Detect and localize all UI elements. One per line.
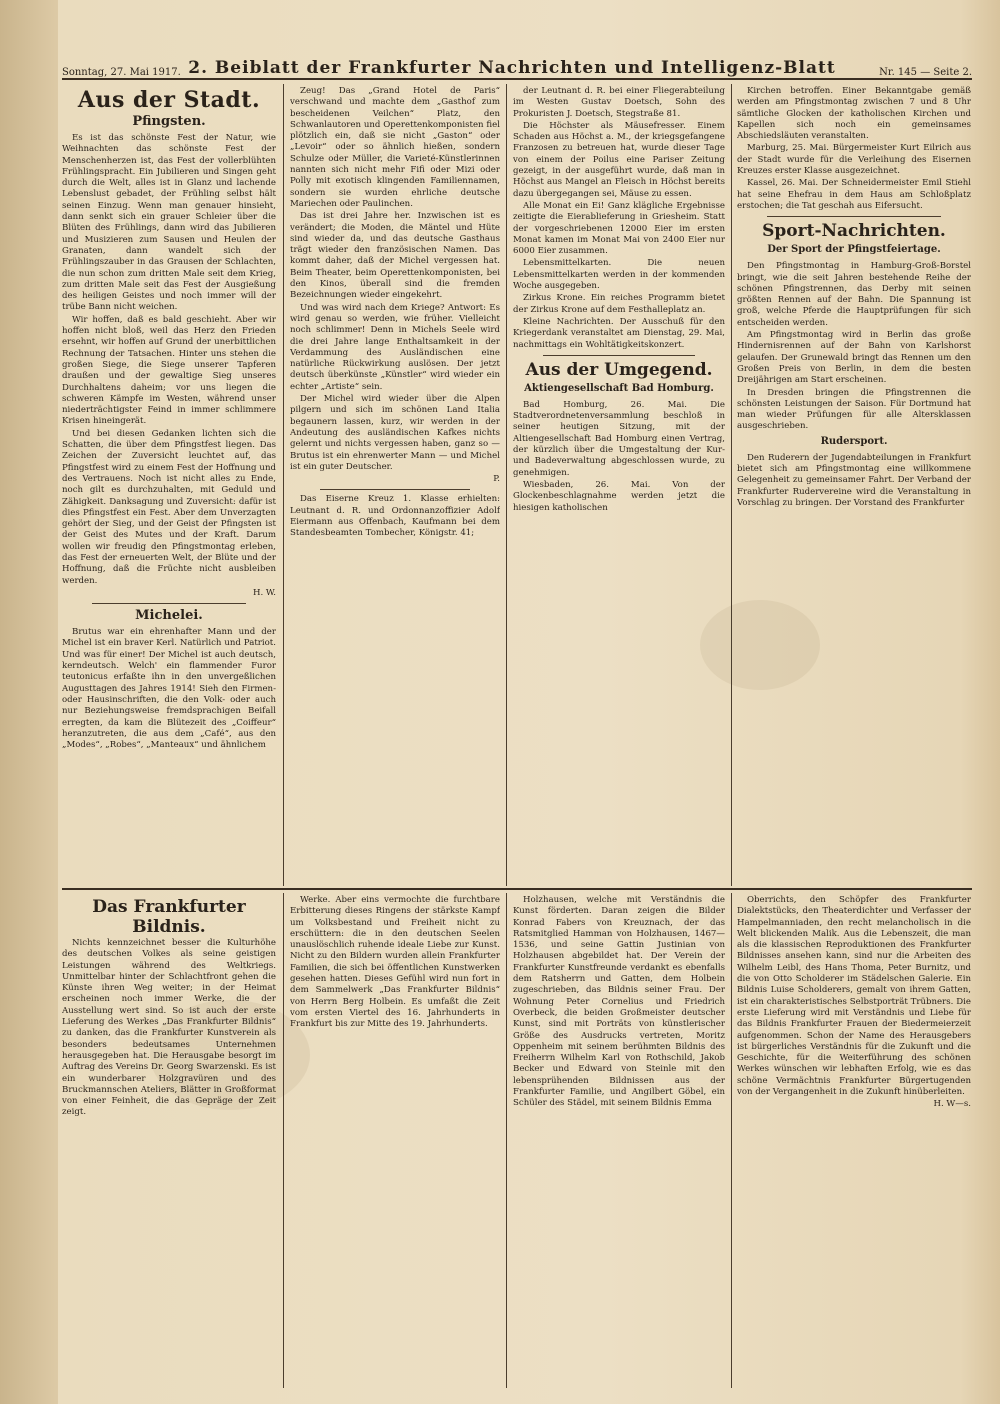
paragraph: Werke. Aber eins vermochte die furchtbare Erbitterung dieses Ringens der stärkste Kampf um Volksbestand und Freiheit nicht zu erschüttern: die in den deutschen Seelen unauslöschlich ruhende ideale Liebe zur Kunst. Nicht zu den Bildern wurden allein Frankfurter Familien, die sich bei öffentlichen Kunstwerken gesehen hatten. Dieses Gefühl wird nun fort in dem Sammelwerk „Das Frankfurter Bildnis“ von Herrn Berg Holbein. Es umfaßt die Zeit vom ersten Viertel des 16. Jahrhunderts in Frankfurt bis zur Mitte des 19. Jahrhunderts. — [290, 895, 500, 1030]
article-title-rowing: Rudersport. — [820, 435, 888, 447]
section-title-sport: Sport-Nachrichten. — [762, 221, 946, 242]
paragraph: Am Pfingstmontag wird in Berlin das große Hindernisrennen auf der Bahn von Karlshorst gelaufen. Der Grunewald bringt das Rennen um den Großen Preis von Berlin, in dem die besten Dreijährigen am Start erscheinen. — [737, 330, 971, 386]
paragraph: Lebensmittelkarten. Die neuen Lebensmittelkarten werden in der kommenden Woche ausgegeben. — [513, 258, 725, 292]
paragraph: Alle Monat ein Ei! Ganz klägliche Ergebnisse zeitigte die Eierablieferung in Griesheim. Statt der vorgeschriebenen 12000 Eier im ersten Monat kamen im Monat Mai von 2400 Eier nur 6000 Eier zusammen. — [513, 200, 725, 257]
paragraph: Oberrichts, den Schöpfer des Frankfurter Dialektstücks, den Theaterdichter und Verfasser der Hampelmanniaden, den recht melancholisch in die Welt blickenden Malik. Aus die Lebenszeit, die man als die klassischen Reproduktionen des Frankfurter Bildnisses ansehen kann, sind nur die Arbeiten des Wilhelm Leibl, des Hans Thoma, Peter Burnitz, und die von Otto Scholderer im Städelschen Galerie. Ein Bildnis Luise Scholderers, gemalt von ihrem Gatten, ist ein charakteristisches Selbstporträt Trübners. Die erste Lieferung wird mit Verständnis und Liebe für das Bildnis Frankfurter Frauen der Biedermeierzeit aufgenommen. Schon der Name des Herausgebers ist bürgerliches Verständnis für die Zukunft und die Geschichte, für die Weiterführung des schönen Werkes wünschen wir lebhaften Erfolg, wie es das schöne Vermächtnis Frankfurter Bürgertugenden von der Vergangenheit in die Zukunft hinüberleiten. — [737, 895, 971, 1098]
paragraph: Zeug! Das „Grand Hotel de Paris“ verschwand und machte dem „Gasthof zum bescheidenen Veilchen“ Platz, den Schwanlautoren und Operettenkomponisten fiel plötzlich ein, daß sie nicht „Gaston“ oder „Levoir“ oder so ähnlich hießen, sondern Schulze oder Müller, die Varieté-Künstlerinnen nannten sich nicht mehr Fifi oder Mizi oder Polly mit exotisch klingenden Familiennamen, sondern sie wurden ehrliche deutsche Mariechen oder Paulinchen. — [290, 86, 500, 209]
page-header — [62, 52, 972, 80]
article-separator — [543, 355, 695, 356]
article-title-bad-homburg: Aktiengesellschaft Bad Homburg. — [524, 382, 714, 394]
paragraph: Bad Homburg, 26. Mai. Die Stadtverordnetenversammlung beschloß in seiner heutigen Sitzung, mit der Altiengesellschaft Bad Homburg einen Vertrag, der kürzlich über die Umgestaltung der Kur- und Badeverwaltung abgeschlossen wurde, zu genehmigen. — [513, 399, 725, 478]
column-local-news — [513, 86, 725, 884]
previous-page-edge — [0, 0, 58, 1404]
column-rule — [731, 84, 732, 886]
paragraph: Die Höchster als Mäusefresser. Einem Schaden aus Höchst a. M., der kriegsgefangene Franzosen zu betreuen hat, wurde dieser Tage von einem der Poilus eine Pariser Zeitung gezeigt, in der ausgeführt wurde, daß man in Höchst aus Mangel an Fleisch in Höchst bereits dazu übergegangen sei, Mäuse zu essen. — [513, 120, 725, 199]
paragraph: Kleine Nachrichten. Der Ausschuß für den Kriegerdank veranstaltet am Dienstag, 29. Mai, nachmittags ein Wohltätigkeitskonzert. — [513, 316, 725, 350]
feuilleton-column-1 — [62, 895, 276, 1385]
paragraph: Zirkus Krone. Ein reiches Programm bietet der Zirkus Krone auf dem Festhalleplatz an. — [513, 293, 725, 315]
paragraph: Brutus war ein ehrenhafter Mann und der Michel ist ein braver Kerl. Natürlich und Patriot. Und was für einer! Der Michel ist auch deutsch, kerndeutsch. Welch' ein flammender Furor teutonicus erfaßte ihn in den unvergeßlichen Augusttagen des Jahres 1914! Sieh den Firmen- oder Hausinschriften, die den Volk- oder auch nur Beziehungsweise fremdsprachigen Beifall erregten, da kam die Blütezeit des „Coiffeur“ heranzutreten, die aus dem „Café“, aus den „Modes“, „Robes“, „Manteaux“ und ähnlichem — [62, 627, 276, 751]
paragraph: Holzhausen, welche mit Verständnis die Kunst förderten. Daran zeigen die Bilder Konrad Fabers von Kreuznach, der das Ratsmitglied Hamman von Holzhausen, 1467—1536, und seine Gattin Justinian von Holzhausen abgebildet hat. Der Verein der Frankfurter Kunstfreunde verdankt es ebenfalls dem Ratsherrn und Gatten, dem Holbein zugeschrieben, das Bildnis seiner Frau. Der Wohnung Peter Cornelius und Friedrich Overbeck, die beiden Großmeister deutscher Kunst, sind mit Porträts von künstlerischer Größe des Ausdrucks vertreten, Moritz Oppenheim mit seinem berühmten Bildnis des Freiherrn Wilhelm Karl von Rothschild, Jakob Becker und Edward von Steinle mit den lebensprühenden Bildnissen aus der Frankfurter Familie, und Angilbert Göbel, ein Schüler des Städel, mit seinem Bildnis Emma — [513, 895, 725, 1109]
column-rule — [506, 84, 507, 886]
feuilleton-title: Das Frankfurter Bildnis. — [92, 897, 246, 937]
paragraph: Das ist drei Jahre her. Inzwischen ist es verändert; die Moden, die Mäntel und Hüte sind wieder da, und das deutsche Gasthaus trägt wieder den französischen Namen. Das kommt daher, daß der Michel vergessen hat. Beim Theater, beim Operettenkomponisten, bei den Kinos, überall sind die fremden Bezeichnungen wieder eingekehrt. — [290, 211, 500, 301]
header-date: Sonntag, 27. Mai 1917. — [62, 67, 181, 78]
header-page-number: Nr. 145 — Seite 2. — [879, 67, 972, 78]
feuilleton-column-3 — [513, 895, 725, 1385]
paragraph: Kirchen betroffen. Einer Bekanntgabe gemäß werden am Pfingstmontag zwischen 7 und 8 Uhr sämtliche Glocken der katholischen Kirchen und Kapellen sich noch ein gemeinsames Abschiedsläuten veranstalten. — [737, 86, 971, 142]
paragraph: Marburg, 25. Mai. Bürgermeister Kurt Eilrich aus der Stadt wurde für die Verleihung des Eisernen Kreuzes erster Klasse ausgezeichnet. — [737, 143, 971, 177]
paragraph: Wir hoffen, daß es bald geschieht. Aber wir hoffen nicht bloß, weil das Herz den Frieden ersehnt, wir hoffen auf Grund der unerbittlichen Rechnung der Tatsachen. Hinter uns stehen die großen Siege, die Siege unserer Tapferen draußen und der gewaltige Sieg unseres Durchhaltens daheim; vor uns liegen die schweren Kämpfe im Westen, während unser niederträchtigster Feind in immer schlimmere Krisen hineingerät. — [62, 314, 276, 427]
column-rule — [506, 893, 507, 1388]
paragraph: Wiesbaden, 26. Mai. Von der Glockenbeschlagnahme werden jetzt die hiesigen katholischen — [513, 479, 725, 513]
feuilleton-column-2 — [290, 895, 500, 1385]
article-title-pentecost-sport: Der Sport der Pfingstfeiertage. — [767, 244, 941, 256]
article-separator — [320, 489, 470, 490]
paragraph: Es ist das schönste Fest der Natur, wie Weihnachten das schönste Fest der Menschenherzen ist, das Fest der vollerblühten Frühlingspracht. Ein Jubilieren und Singen geht durch die Welt, alles ist in Glanz und lachende Lebenslust gebadet, der Frühling selbst hält seinen Einzug. Wenn man genauer hinsieht, dann senkt sich ein grauer Schleier über die Blüten des Frühlings, dann wird das Jubilieren und Musizieren zum Sausen und Heulen der Granaten, dann wandelt sich der Frühlingszauber in das Grausen der Schlachten, die nun schon zum dritten Male seit dem Krieg, zum dritten Male seit das Fest der Ausgießung des heiligen Geistes und noch immer will der trübe Bann nicht weichen. — [62, 133, 276, 313]
paragraph: Und was wird nach dem Kriege? Antwort: Es wird genau so werden, wie früher. Vielleicht noch schlimmer! Denn in Michels Seele wird die drei Jahre lange Enthaltsamkeit in der Verdammung des Ausländischen eine natürliche Rückwirkung auslösen. Der jetzt deutsch überkünste „Künstler“ wird wieder ein echter „Artiste“ sein. — [290, 302, 500, 392]
column-rule — [283, 84, 284, 886]
paragraph: Den Pfingstmontag in Hamburg-Groß-Borstel bringt, wie die seit Jahren bestehende Reihe der schönen Pfingstrennen, das Derby mit seinen größten Rennen auf der Bahn. Die Spannung ist groß, welche Pferde die Hauptprüfungen für sich entscheiden werden. — [737, 261, 971, 328]
column-sport — [737, 86, 971, 884]
author-signature: H. W—s. — [933, 1099, 971, 1110]
feuilleton-column-4 — [737, 895, 971, 1385]
paragraph: In Dresden bringen die Pfingstrennen die schönsten Leistungen der Saison. Für Dortmund hat man wieder Prüfungen für alle Altersklassen ausgeschrieben. — [737, 387, 971, 432]
paragraph: Nichts kennzeichnet besser die Kulturhöhe des deutschen Volkes als seine geistigen Leistungen während des Weltkriegs. Unmittelbar hinter der Schlachtfront gehen die Künste ihren Weg weiter; in der Heimat erscheinen noch immer Werke, die der Ausstellung wert sind. So ist auch der erste Lieferung des Werkes „Das Frankfurter Bildnis“ zu danken, das die Frankfurter Kunstverein als besonders bedeutsames Unternehmen herausgegeben hat. Die Herausgabe besorgt im Auftrag des Vereins Dr. Georg Swarzenski. Es ist ein wunderbarer Holzgravüren und des Bruckmannschen Ateliers, Blätter in Großformat von einer Feinheit, die das Gepräge der Zeit zeigt. — [62, 938, 276, 1118]
column-rule — [731, 893, 732, 1388]
paragraph: Kassel, 26. Mai. Der Schneidermeister Emil Stiehl hat seine Ehefrau in dem Haus am Schloßplatz erstochen; die Tat geschah aus Eifersucht. — [737, 178, 971, 211]
section-title-city: Aus der Stadt. — [77, 87, 261, 113]
section-divider — [62, 888, 972, 890]
paragraph: Und bei diesen Gedanken lichten sich die Schatten, die über dem Pfingstfest liegen. Das Zeichen der Zuversicht leuchtet auf, das Pfingstfest wird zu einem Fest der Hoffnung und des Vertrauens. Noch ist nicht alles zu Ende, noch gilt es durchzuhalten, mit Geduld und Zähigkeit. Danksagung und Zuversicht: dafür ist dies Pfingstfest ein Fest. Aber dem Unverzagten gehört der Sieg, und der Geist der Pfingsten ist der Geist des Mutes und der Kraft. Darum wollen wir freudig den Pfingstmontag erleben, das Fest der erneuerten Welt, der Blüte und der Hoffnung, daß die Früchte nicht ausbleiben werden. — [62, 428, 276, 586]
column-city-news — [62, 86, 276, 884]
column-michelei-continued — [290, 86, 500, 884]
header-title: 2. Beiblatt der Frankfurter Nachrichten und Intelligenz-Blatt — [188, 58, 836, 78]
paragraph: der Leutnant d. R. bei einer Fliegerabteilung im Westen Gustav Doetsch, Sohn des Prokuristen J. Doetsch, Stegstraße 81. — [513, 86, 725, 119]
section-title-surroundings: Aus der Umgegend. — [525, 359, 713, 380]
article-separator — [767, 216, 941, 217]
paragraph: Das Eiserne Kreuz 1. Klasse erhielten: Leutnant d. R. und Ordonnanzoffizier Adolf Eiermann aus Offenbach, Kaufmann bei dem Standesbeamten Tombecher, Königstr. 41; — [290, 494, 500, 539]
article-separator — [92, 603, 246, 604]
article-title-michelei: Michelei. — [135, 608, 203, 624]
column-rule — [283, 893, 284, 1388]
paragraph: Den Ruderern der Jugendabteilungen in Frankfurt bietet sich am Pfingstmontag eine willkommene Gelegenheit zu gemeinsamer Fahrt. Der Verband der Frankfurter Rudervereine wird die Veranstaltung in Vorschlag zu bringen. Der Vorstand des Frankfurter — [737, 452, 971, 508]
article-title-pentecost: Pfingsten. — [132, 114, 206, 129]
author-signature: H. W. — [252, 587, 276, 598]
paragraph: Der Michel wird wieder über die Alpen pilgern und sich im schönen Land Italia begaunern lassen, kurz, wir werden in der Andeutung des ausländischen Kafkes nichts gelernt und nichts vergessen haben, ganz so — Brutus ist ein ehrenwerter Mann — und Michel ist ein guter Deutscher. — [290, 394, 500, 472]
author-signature: P. — [493, 474, 500, 485]
